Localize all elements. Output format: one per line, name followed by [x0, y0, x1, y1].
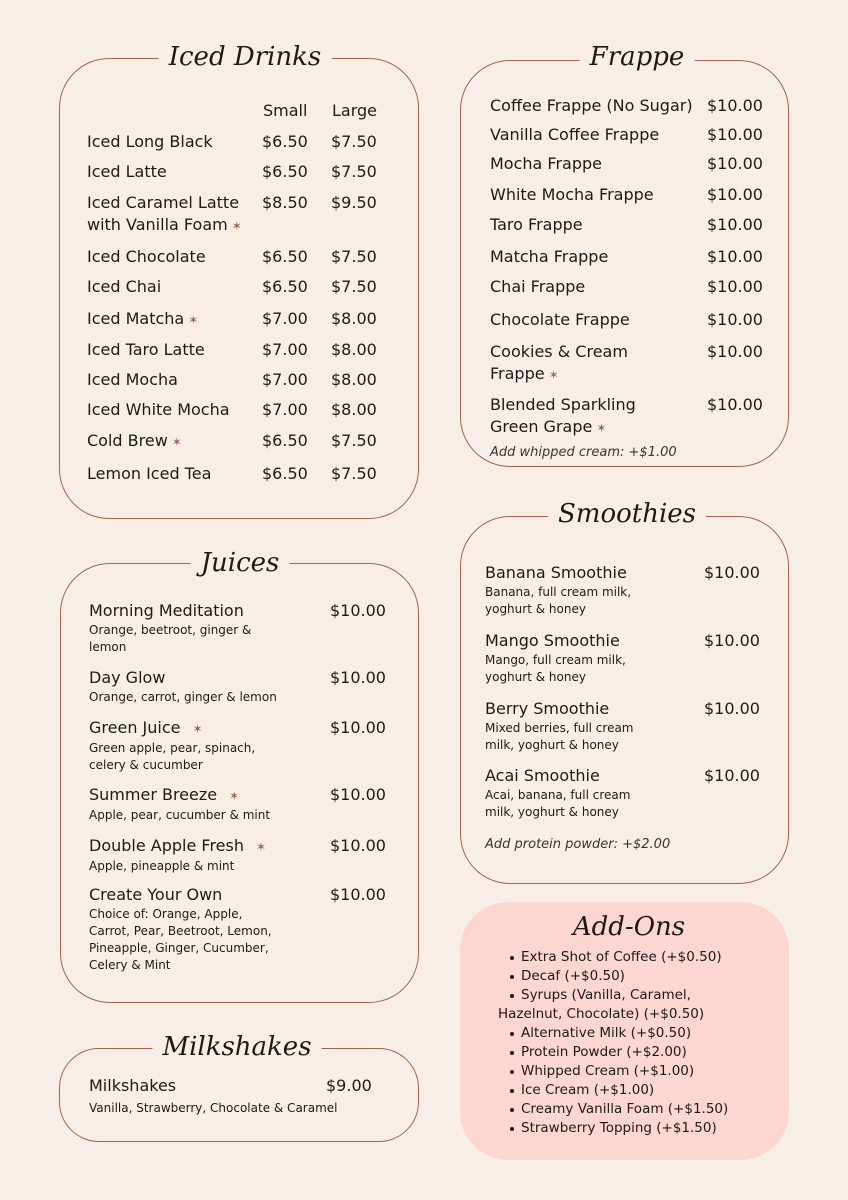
iced-drinks-title: Iced Drinks	[159, 44, 332, 70]
frappe-item-label: Chocolate Frappe	[490, 310, 630, 329]
juice-item-price: $10.00	[330, 785, 386, 804]
juice-item	[89, 835, 309, 875]
juice-item-name: Double Apple Fresh	[89, 836, 244, 855]
juice-item-desc: Choice of: Orange, Apple, Carrot, Pear, Beetroot, Lemon, Pineapple, Ginger, Cucumber, Celery & Mint	[89, 907, 272, 972]
addon-item: Strawberry Topping (+$1.50)	[521, 1120, 717, 1136]
addon-item: Syrups (Vanilla, Caramel,	[521, 987, 691, 1003]
iced-item-name	[87, 369, 178, 391]
milkshakes-price: $9.00	[326, 1076, 372, 1095]
star-icon: ✶	[171, 435, 182, 449]
frappe-item-name	[490, 184, 654, 206]
bullet-icon	[510, 1108, 514, 1112]
frappe-item-label: Taro Frappe	[490, 215, 583, 234]
frappe-item-label: Blended Sparkling	[490, 395, 636, 414]
addons-title: Add-Ons	[572, 912, 686, 942]
iced-item-name	[87, 399, 230, 421]
frappe-item-price: $10.00	[707, 185, 763, 204]
iced-item-label: Iced Taro Latte	[87, 340, 205, 359]
addon-item: Ice Cream (+$1.00)	[521, 1082, 655, 1098]
iced-item-large-price: $7.50	[331, 464, 377, 483]
smoothie-item	[485, 698, 650, 754]
bullet-icon	[510, 994, 514, 998]
iced-item-small-price: $7.00	[262, 340, 308, 359]
star-icon: ✶	[548, 368, 559, 382]
juice-item	[89, 600, 279, 656]
smoothie-item	[485, 562, 650, 618]
frappe-title: Frappe	[580, 44, 695, 70]
iced-item-label: Iced Mocha	[87, 370, 178, 389]
juice-item-name: Morning Meditation	[89, 601, 244, 620]
smoothie-item-name: Acai Smoothie	[485, 766, 600, 785]
iced-item-label-line2: with Vanilla Foam	[87, 215, 228, 234]
frappe-item-label: Mocha Frappe	[490, 154, 602, 173]
addon-item: Alternative Milk (+$0.50)	[521, 1025, 692, 1041]
frappe-item-label: Matcha Frappe	[490, 247, 609, 266]
iced-item-large-price: $9.50	[331, 193, 377, 212]
smoothies-title: Smoothies	[548, 501, 706, 527]
addon-item: Decaf (+$0.50)	[521, 968, 625, 984]
addons-panel	[460, 902, 789, 1160]
frappe-item-name	[490, 309, 630, 331]
smoothie-item-desc: Acai, banana, full cream milk, yoghurt & honey	[485, 788, 631, 819]
smoothie-item-price: $10.00	[704, 766, 760, 785]
frappe-item-label: Chai Frappe	[490, 277, 586, 296]
iced-item-name	[87, 131, 213, 153]
iced-item-small-price: $6.50	[262, 464, 308, 483]
bullet-icon	[510, 1089, 514, 1093]
iced-item-large-price: $7.50	[331, 132, 377, 151]
frappe-item-price: $10.00	[707, 215, 763, 234]
frappe-item-label: Coffee Frappe (No Sugar)	[490, 96, 693, 115]
iced-item-label: Lemon Iced Tea	[87, 464, 212, 483]
frappe-item-label: Vanilla Coffee Frappe	[490, 125, 660, 144]
iced-item-large-price: $8.00	[331, 400, 377, 419]
star-icon: ✶	[192, 722, 203, 736]
iced-item-small-price: $6.50	[262, 162, 308, 181]
juice-item-name: Day Glow	[89, 668, 166, 687]
juice-item	[89, 784, 309, 824]
frappe-item-label-line2: Frappe	[490, 364, 545, 383]
iced-item-small-price: $7.00	[262, 309, 308, 328]
iced-item-label: Iced Caramel Latte	[87, 193, 240, 212]
smoothie-item-desc: Mango, full cream milk, yoghurt & honey	[485, 653, 626, 684]
bullet-icon	[510, 1051, 514, 1055]
star-icon: ✶	[596, 421, 607, 435]
juice-item-name: Summer Breeze	[89, 785, 218, 804]
star-icon: ✶	[188, 313, 199, 327]
addon-item: Protein Powder (+$2.00)	[521, 1044, 687, 1060]
iced-item-name	[87, 463, 211, 485]
addon-item: Extra Shot of Coffee (+$0.50)	[521, 949, 722, 965]
smoothie-item-price: $10.00	[704, 563, 760, 582]
iced-item-large-price: $8.00	[331, 309, 377, 328]
juice-item-desc: Apple, pear, cucumber & mint	[89, 808, 271, 822]
iced-col-small: Small	[263, 101, 308, 120]
milkshakes-name: Milkshakes	[89, 1076, 177, 1095]
juice-item-name: Green Juice	[89, 718, 181, 737]
iced-item-small-price: $6.50	[262, 247, 308, 266]
juice-item-price: $10.00	[330, 885, 386, 904]
iced-item-name	[87, 339, 205, 361]
bullet-icon	[510, 1032, 514, 1036]
frappe-item-label: Cookies & Cream	[490, 342, 628, 361]
iced-item-large-price: $7.50	[331, 277, 377, 296]
star-icon: ✶	[231, 219, 242, 233]
frappe-item-price: $10.00	[707, 342, 763, 361]
iced-item-name	[87, 192, 242, 237]
juice-item-price: $10.00	[330, 718, 386, 737]
iced-item-label: Iced White Mocha	[87, 400, 230, 419]
frappe-item-label-line2: Green Grape	[490, 417, 593, 436]
frappe-item-name	[490, 276, 585, 298]
juices-title: Juices	[191, 550, 290, 576]
frappe-item-price: $10.00	[707, 310, 763, 329]
iced-item-label: Iced Matcha	[87, 309, 185, 328]
iced-item-label: Iced Latte	[87, 162, 167, 181]
star-icon: ✶	[256, 840, 267, 854]
juice-item-desc: Orange, beetroot, ginger & lemon	[89, 623, 252, 654]
juice-item-price: $10.00	[330, 601, 386, 620]
smoothie-item-name: Banana Smoothie	[485, 563, 627, 582]
smoothie-item-price: $10.00	[704, 631, 760, 650]
iced-item-large-price: $7.50	[331, 431, 377, 450]
frappe-note: Add whipped cream: +$1.00	[490, 445, 677, 460]
smoothie-item-desc: Mixed berries, full cream milk, yoghurt & honey	[485, 721, 634, 752]
juice-item-desc: Orange, carrot, ginger & lemon	[89, 690, 277, 704]
frappe-item-price: $10.00	[707, 154, 763, 173]
frappe-item-price: $10.00	[707, 96, 763, 115]
bullet-icon	[510, 1070, 514, 1074]
iced-item-small-price: $7.00	[262, 370, 308, 389]
smoothie-item	[485, 765, 650, 821]
frappe-item-name	[490, 341, 628, 386]
iced-item-name	[87, 161, 167, 183]
frappe-item-price: $10.00	[707, 247, 763, 266]
juice-item-price: $10.00	[330, 668, 386, 687]
iced-item-name	[87, 430, 182, 453]
iced-item-small-price: $7.00	[262, 400, 308, 419]
iced-item-large-price: $8.00	[331, 370, 377, 389]
iced-item-large-price: $7.50	[331, 162, 377, 181]
smoothie-item	[485, 630, 650, 686]
iced-item-label: Cold Brew	[87, 431, 168, 450]
juice-item-desc: Apple, pineapple & mint	[89, 859, 235, 873]
iced-item-label: Iced Long Black	[87, 132, 213, 151]
addon-item: Whipped Cream (+$1.00)	[521, 1063, 695, 1079]
milkshakes-title: Milkshakes	[152, 1034, 321, 1060]
iced-item-small-price: $8.50	[262, 193, 308, 212]
juice-item	[89, 717, 269, 774]
frappe-item-name	[490, 246, 608, 268]
bullet-icon	[510, 956, 514, 960]
iced-item-name	[87, 246, 206, 268]
iced-item-name	[87, 276, 161, 298]
iced-item-small-price: $6.50	[262, 132, 308, 151]
iced-item-small-price: $6.50	[262, 277, 308, 296]
iced-item-name	[87, 308, 198, 331]
iced-item-large-price: $7.50	[331, 247, 377, 266]
frappe-item-name	[490, 124, 659, 146]
smoothie-item-desc: Banana, full cream milk, yoghurt & honey	[485, 585, 632, 616]
smoothie-item-name: Mango Smoothie	[485, 631, 620, 650]
juice-item	[89, 884, 284, 974]
addon-item: Creamy Vanilla Foam (+$1.50)	[521, 1101, 729, 1117]
iced-item-large-price: $8.00	[331, 340, 377, 359]
addon-item-continued: Hazelnut, Chocolate) (+$0.50)	[498, 1006, 705, 1022]
frappe-item-name	[490, 153, 602, 175]
smoothie-item-price: $10.00	[704, 699, 760, 718]
bullet-icon	[510, 975, 514, 979]
juice-item-price: $10.00	[330, 836, 386, 855]
milkshakes-desc: Vanilla, Strawberry, Chocolate & Caramel	[89, 1101, 338, 1115]
frappe-item-price: $10.00	[707, 125, 763, 144]
juice-item-name: Create Your Own	[89, 885, 223, 904]
star-icon: ✶	[229, 789, 240, 803]
iced-item-label: Iced Chocolate	[87, 247, 206, 266]
smoothies-note: Add protein powder: +$2.00	[485, 837, 671, 852]
iced-item-small-price: $6.50	[262, 431, 308, 450]
smoothie-item-name: Berry Smoothie	[485, 699, 610, 718]
frappe-item-price: $10.00	[707, 277, 763, 296]
frappe-item-label: White Mocha Frappe	[490, 185, 654, 204]
frappe-item-name	[490, 95, 693, 117]
iced-col-large: Large	[332, 101, 378, 120]
frappe-item-name	[490, 394, 636, 439]
frappe-item-name	[490, 214, 583, 236]
bullet-icon	[510, 1127, 514, 1131]
frappe-item-price: $10.00	[707, 395, 763, 414]
juice-item-desc: Green apple, pear, spinach, celery & cucumber	[89, 741, 256, 772]
iced-item-label: Iced Chai	[87, 277, 162, 296]
juice-item	[89, 667, 319, 706]
